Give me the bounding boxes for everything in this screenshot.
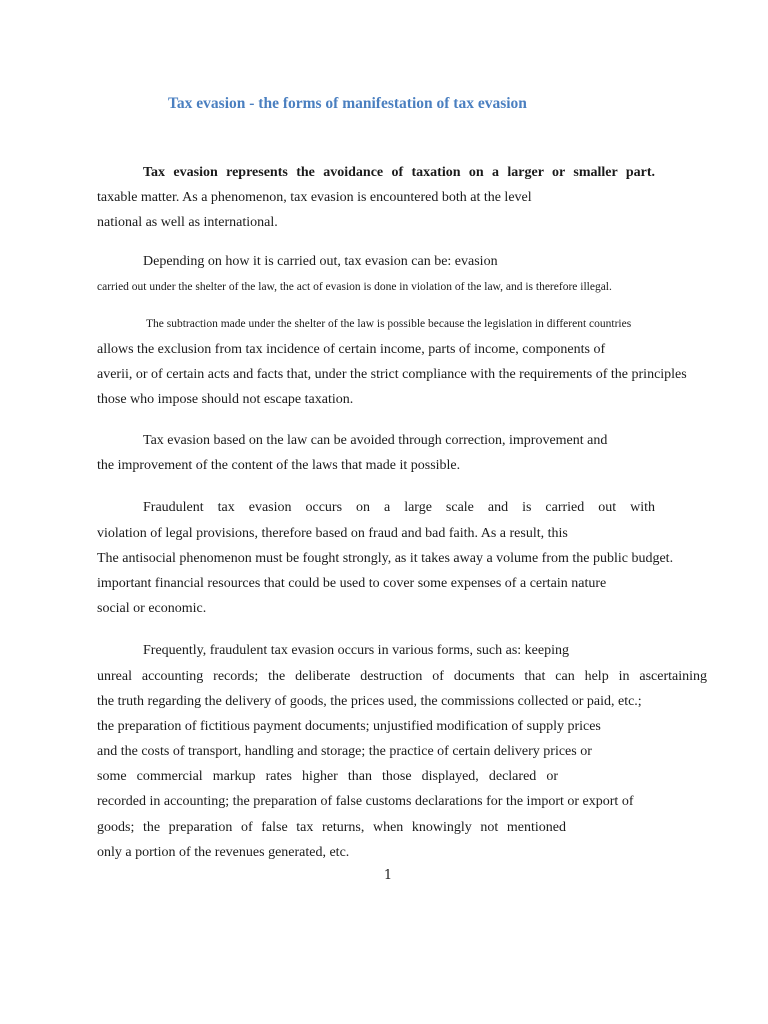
document-title: Tax evasion - the forms of manifestation of tax evasion: [168, 95, 527, 112]
text-line: Depending on how it is carried out, tax evasion can be: evasion: [143, 254, 498, 269]
text-line: national as well as international.: [97, 215, 278, 230]
text-line: violation of legal provisions, therefore based on fraud and bad faith. As a result, this: [97, 526, 568, 541]
text-line: those who impose should not escape taxation.: [97, 392, 354, 407]
text-line: The subtraction made under the shelter of the law is possible because the legislation in different countries: [146, 318, 632, 330]
text-line: taxable matter. As a phenomenon, tax evasion is encountered both at the level: [97, 190, 532, 205]
text-line: Fraudulent tax evasion occurs on a large scale and is carried out with: [143, 500, 655, 515]
text-line: averii, or of certain acts and facts that, under the strict compliance with the requirements of the principles: [97, 367, 687, 382]
text-line: Tax evasion based on the law can be avoided through correction, improvement and: [143, 433, 608, 448]
text-line: social or economic.: [97, 601, 207, 616]
text-line: the improvement of the content of the laws that made it possible.: [97, 458, 461, 473]
text-line: Tax evasion represents the avoidance of taxation on a larger or smaller part.: [143, 165, 655, 180]
text-line: carried out under the shelter of the law, the act of evasion is done in violation of the law, and is therefore illegal.: [97, 281, 612, 293]
page-number: 1: [383, 868, 393, 883]
text-line: the preparation of fictitious payment documents; unjustified modification of supply prices: [97, 719, 601, 734]
text-line: and the costs of transport, handling and storage; the practice of certain delivery prices or: [97, 744, 592, 759]
text-line: important financial resources that could be used to cover some expenses of a certain nature: [97, 576, 607, 591]
text-line: the truth regarding the delivery of goods, the prices used, the commissions collected or paid, etc.;: [97, 694, 642, 709]
text-line: goods; the preparation of false tax returns, when knowingly not mentioned: [97, 820, 566, 835]
text-line: only a portion of the revenues generated, etc.: [97, 845, 350, 860]
text-line: The antisocial phenomenon must be fought strongly, as it takes away a volume from the public budget.: [97, 551, 674, 566]
text-line: some commercial markup rates higher than those displayed, declared or: [97, 769, 558, 784]
text-line: recorded in accounting; the preparation of false customs declarations for the import or export of: [97, 794, 634, 809]
text-line: Frequently, fraudulent tax evasion occurs in various forms, such as: keeping: [143, 643, 569, 658]
text-line: allows the exclusion from tax incidence of certain income, parts of income, components of: [97, 342, 606, 357]
text-line: unreal accounting records; the deliberate destruction of documents that can help in ascertaining: [97, 669, 707, 684]
